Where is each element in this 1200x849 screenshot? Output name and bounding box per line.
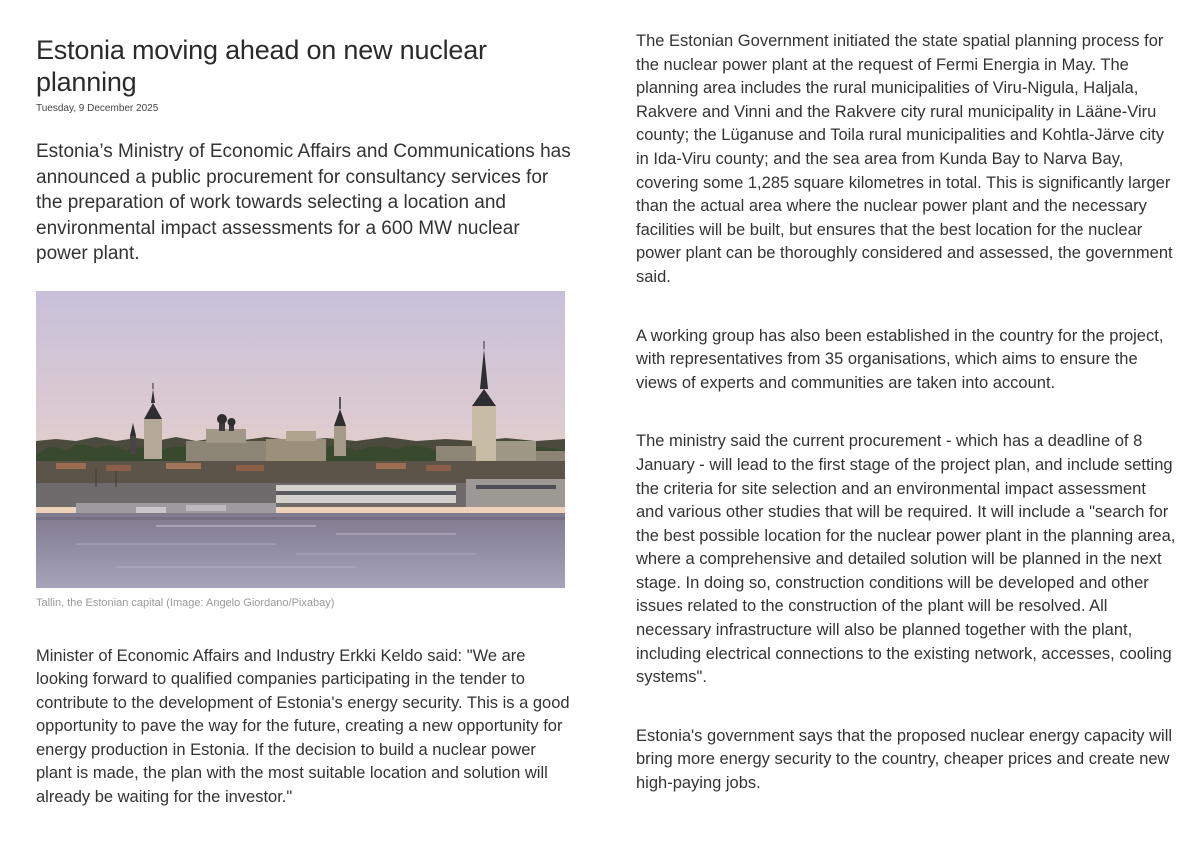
working-group-paragraph: A working group has also been established in the country for the project, with representatives from 35 organisations, which aims to ensure the views of experts and communities are taken into account. [636,326,1164,392]
image-caption: Tallin, the Estonian capital (Image: Angelo Giordano/Pixabay) [36,596,335,609]
article-headline: Estonia moving ahead on new nuclear planning [36,35,487,97]
procurement-paragraph: The ministry said the current procurement - which has a deadline of 8 January - will lead to the first stage of the project plan, and include setting the criteria for site selection and an environmental impact assessment and various other studies that will be required. It will include a "search for the best possible location for the nuclear power plant in the planning area, where a comprehensive and detailed solution will be planned in the next stage. In doing so, construction conditions will be developed and other issues related to the construction of the plant will be resolved. All necessary infrastructure will also be planned together with the plant, including electrical connections to the existing network, accesses, cooling systems". [636,432,1176,687]
article-photo-tallinn-skyline [36,291,565,588]
article-lede: Estonia’s Ministry of Economic Affairs and Communications has announced a public procurement for consultancy services for the preparation of work towards selecting a location and environmental impact assessments for a 600 MW nuclear power plant. [36,141,571,264]
planning-process-paragraph: The Estonian Government initiated the state spatial planning process for the nuclear power plant at the request of Fermi Energia in May. The planning area includes the rural municipalities of Viru-Nigula, Haljala, Rakvere and Vinni and the Rakvere city rural municipality in Lääne-Viru county; the Lüganuse and Toila rural municipalities and Kohtla-Järve city in Ida-Viru county; and the sea area from Kunda Bay to Narva Bay, covering some 1,285 square kilometres in total. This is significantly larger than the actual area where the nuclear power plant and the necessary facilities will be built, but ensures that the best location for the nuclear power plant can be thoroughly considered and assessed, the government said. [636,32,1173,286]
article-left-column [36,34,576,810]
minister-quote-paragraph: Minister of Economic Affairs and Industry Erkki Keldo said: "We are looking forward to qualified companies participating in the tender to contribute to the development of Estonia's energy security. This is a good opportunity to pave the way for the future, creating a new opportunity for energy production in Estonia. If the decision to build a nuclear power plant is made, the plan with the most suitable location and solution will already be waiting for the investor." [36,646,570,807]
article-right-column [636,30,1176,796]
government-benefits-paragraph: Estonia's government says that the proposed nuclear energy capacity will bring more energy security to the country, cheaper prices and create new high-paying jobs. [636,726,1173,793]
article-date: Tuesday, 9 December 2025 [36,103,159,114]
